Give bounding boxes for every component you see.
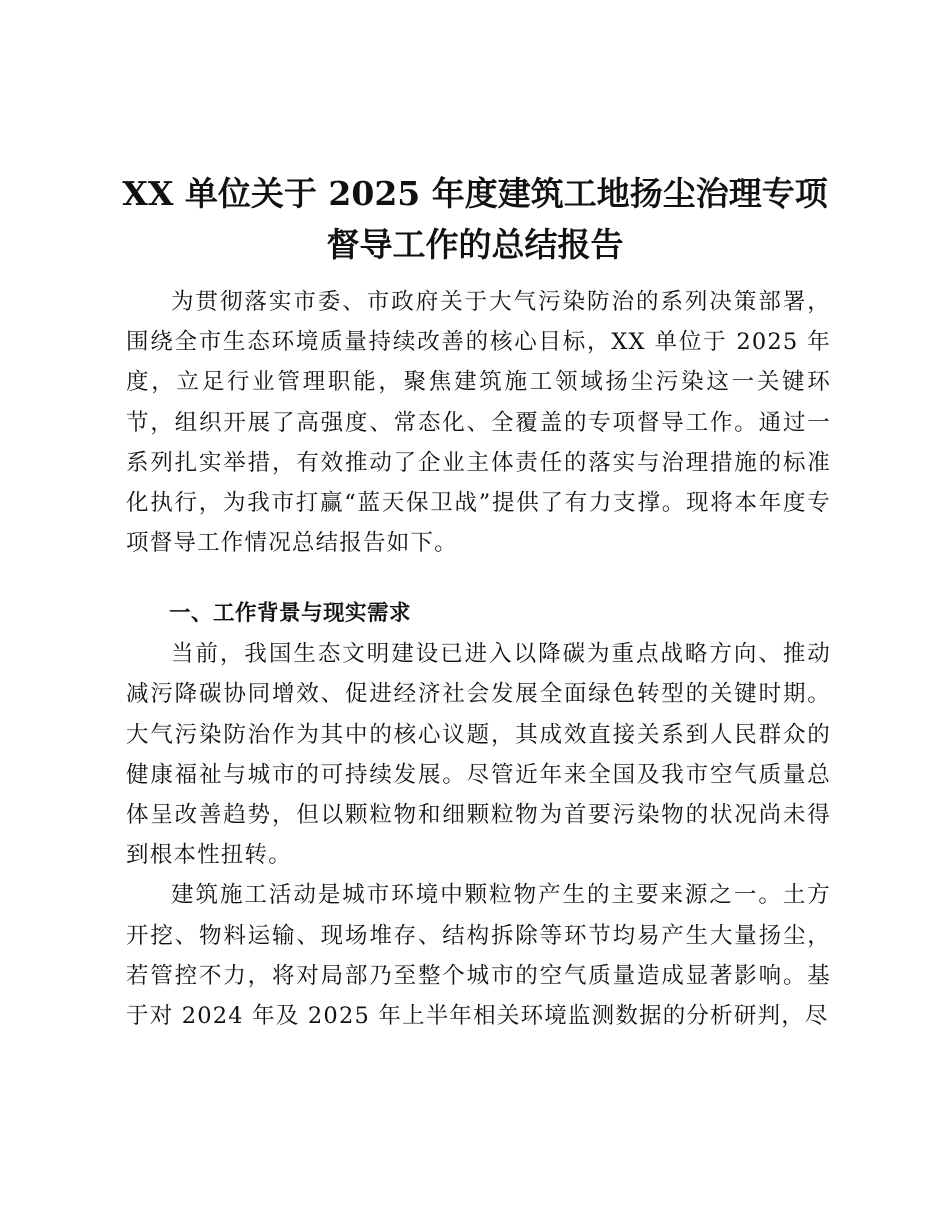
document-title-line-1: XX 单位关于 2025 年度建筑工地扬尘治理专项 — [122, 174, 828, 213]
section-heading: 一、工作背景与现实需求 — [169, 601, 412, 626]
background-paragraph-2: 建筑施工活动是城市环境中颗粒物产生的主要来源之一。土方开挖、物料运输、现场堆存、结构拆除等环节均易产生大量扬尘，若管控不力，将对局部乃至整个城市的空气质量造成显著影响。基于对 2024 年及 2025 年上半年相关环境监测数据的分析研判，尽 — [126, 882, 831, 1030]
background-paragraph-1: 当前，我国生态文明建设已进入以降碳为重点战略方向、推动减污降碳协同增效、促进经济社会发展全面绿色转型的关键时期。大气污染防治作为其中的核心议题，其成效直接关系到人民群众的健康福祉与城市的可持续发展。尽管近年来全国及我市空气质量总体呈改善趋势，但以颗粒物和细颗粒物为首要污染物的状况尚未得到根本性扭转。 — [126, 641, 831, 869]
document-title — [100, 168, 850, 270]
intro-section — [126, 282, 831, 563]
section-work-background — [126, 594, 831, 1036]
document-title-line-2: 督导工作的总结报告 — [326, 225, 624, 264]
intro-paragraph: 为贯彻落实市委、市政府关于大气污染防治的系列决策部署，围绕全市生态环境质量持续改善的核心目标，XX 单位于 2025 年度，立足行业管理职能，聚焦建筑施工领域扬尘污染这一关键环节，组织开展了高强度、常态化、全覆盖的专项督导工作。通过一系列扎实举措，有效推动了企业主体责任的落实与治理措施的标准化执行，为我市打赢“蓝天保卫战”提供了有力支撑。现将本年度专项督导工作情况总结报告如下。 — [126, 289, 831, 557]
